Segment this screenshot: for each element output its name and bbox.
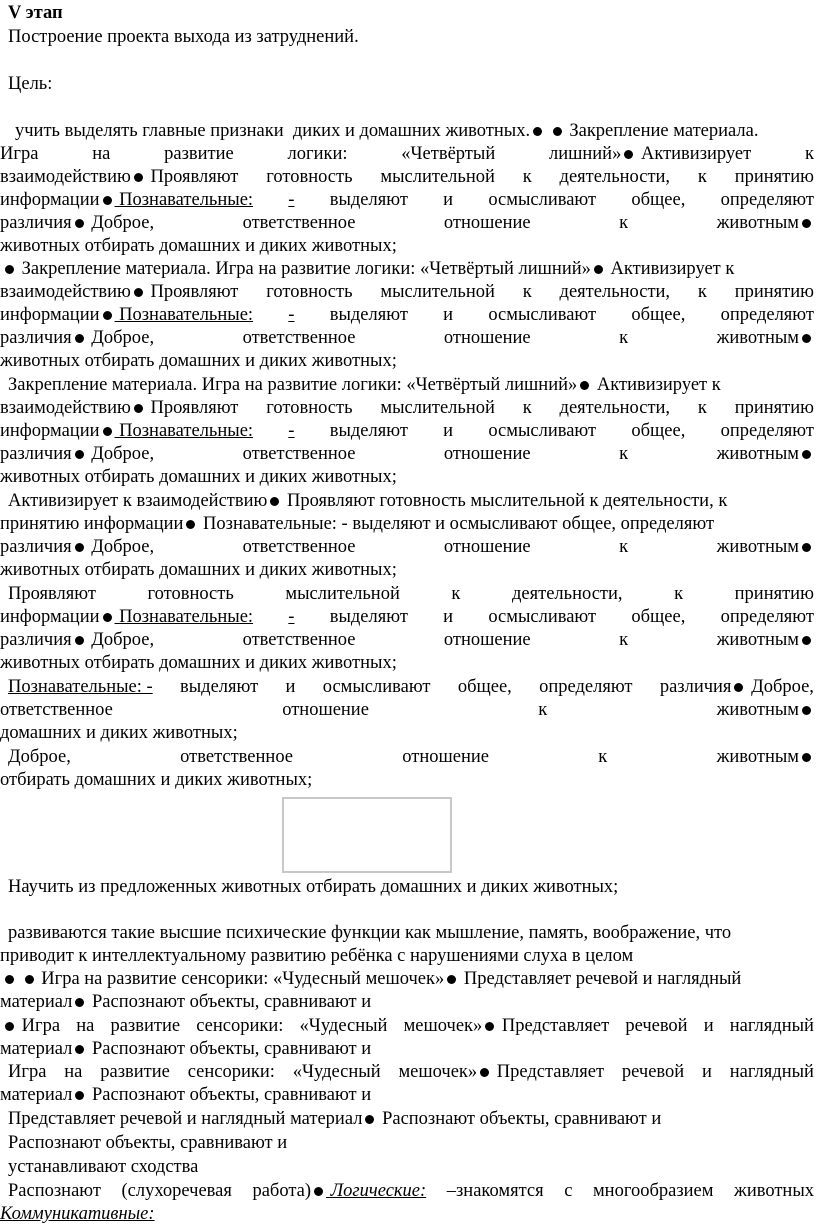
text-line: различия Доброе, ответственное отношение к животным xyxy=(0,629,814,652)
text-line: материал Распознают объекты, сравнивают и xyxy=(0,1085,372,1105)
bullet-icon xyxy=(75,998,84,1007)
text-line: Представляет речевой и наглядный материал Распознают объекты, сравнивают и xyxy=(8,1109,662,1129)
text-line: Распознают объекты, сравнивают и xyxy=(8,1133,288,1153)
text-line: различия Доброе, ответственное отношение к животным xyxy=(0,212,814,235)
bullet-icon xyxy=(134,288,143,297)
bullet-icon xyxy=(802,706,811,715)
bullet-icon xyxy=(734,683,743,692)
bullet-icon xyxy=(103,311,112,320)
text-line: развиваются такие высшие психические функции как мышление, память, воображение, что xyxy=(8,923,732,943)
bullet-icon xyxy=(533,127,542,136)
text-line: ответственное отношение к животным xyxy=(0,699,814,722)
text-line: взаимодействию Проявляют готовность мыслительной к деятельности, к принятию xyxy=(0,398,814,418)
subtitle-text: Построение проекта выхода из затруднений. xyxy=(8,27,359,47)
text-line: информации Познавательные: - выделяют и осмысливают общее, определяют xyxy=(0,190,814,210)
text-line: домашних и диких животных; xyxy=(0,723,238,743)
bullet-icon xyxy=(134,173,143,182)
bullet-icon xyxy=(5,975,14,984)
stage-heading xyxy=(8,2,816,25)
text-line: информации Познавательные: - выделяют и осмысливают общее, определяют xyxy=(0,607,814,627)
text-line: приводит к интеллектуальному развитию ребёнка с нарушениями слуха в целом xyxy=(0,946,634,966)
image-placeholder xyxy=(282,797,452,873)
bullet-icon xyxy=(802,543,811,552)
text-line: животных отбирать домашних и диких животных; xyxy=(0,236,397,256)
bullet-icon xyxy=(103,427,112,436)
bullet-icon xyxy=(624,150,633,159)
bullet-icon xyxy=(103,613,112,622)
text-line: Игра на развитие сенсорики: «Чудесный мешочек» Представляет речевой и наглядный xyxy=(2,1015,814,1038)
bullet-icon xyxy=(75,219,84,228)
bullet-icon xyxy=(75,636,84,645)
bullet-icon xyxy=(365,1115,374,1124)
text-line: взаимодействию Проявляют готовность мыслительной к деятельности, к принятию xyxy=(0,167,814,187)
text-line: Закрепление материала. Игра на развитие логики: «Четвёртый лишний» Активизирует к xyxy=(8,375,721,395)
bullet-icon xyxy=(802,334,811,343)
text-line: материал Распознают объекты, сравнивают и xyxy=(0,992,372,1012)
bullet-icon xyxy=(802,219,811,228)
text-line: материал Распознают объекты, сравнивают и xyxy=(0,1039,372,1059)
text-line: информации Познавательные: - выделяют и осмысливают общее, определяют xyxy=(0,305,814,325)
text-line: Распознают (слухоречевая работа) Логические: –знакомятся с многообразием животных xyxy=(8,1181,814,1201)
text-line: учить выделять главные признаки диких и домашних животных. Закрепление материала. xyxy=(15,121,759,141)
bullet-icon xyxy=(480,1068,489,1077)
bullet-icon xyxy=(270,497,279,506)
bullet-icon xyxy=(594,265,603,274)
text-line: Игра на развитие сенсорики: «Чудесный мешочек» Представляет речевой и наглядный xyxy=(8,1062,814,1082)
bullet-icon xyxy=(485,1022,494,1031)
bullet-icon xyxy=(75,543,84,552)
text-line: Познавательные: - выделяют и осмысливают общее, определяют различия Доброе, xyxy=(8,677,814,697)
bullet-icon xyxy=(186,520,195,529)
bullet-icon xyxy=(134,404,143,413)
text-line: принятию информации Познавательные: - выделяют и осмысливают общее, определяют xyxy=(0,514,715,534)
text-line: животных отбирать домашних и диких животных; xyxy=(0,351,397,371)
text-line: различия Доброе, ответственное отношение к животным xyxy=(0,327,814,350)
text-line: Научить из предложенных животных отбирать домашних и диких животных; xyxy=(8,877,619,897)
bullet-icon xyxy=(580,381,589,390)
bullet-icon xyxy=(802,636,811,645)
bullet-icon xyxy=(75,450,84,459)
text-line: различия Доброе, ответственное отношение к животным xyxy=(0,536,814,559)
text-line: различия Доброе, ответственное отношение к животным xyxy=(0,443,814,466)
text-line: Закрепление материала. Игра на развитие логики: «Четвёртый лишний» Активизирует к xyxy=(2,258,816,281)
text-line: Проявляют готовность мыслительной к деятельности, к принятию xyxy=(8,584,814,604)
bullet-icon xyxy=(802,450,811,459)
goal-label-text: Цель: xyxy=(8,74,53,94)
bullet-icon xyxy=(103,196,112,205)
bullet-icon xyxy=(5,1022,14,1031)
text-line: информации Познавательные: - выделяют и осмысливают общее, определяют xyxy=(0,421,814,441)
bullet-icon xyxy=(553,127,562,136)
text-line: устанавливают сходства xyxy=(8,1157,199,1177)
bullet-icon xyxy=(314,1187,323,1196)
goal-label xyxy=(8,73,816,96)
stage-subtitle xyxy=(8,26,816,49)
text-line: Игра на развитие сенсорики: «Чудесный мешочек» Представляет речевой и наглядный xyxy=(2,968,816,991)
heading-text: V этап xyxy=(8,3,63,23)
bullet-icon xyxy=(802,753,811,762)
text-line: животных отбирать домашних и диких животных; xyxy=(0,467,397,487)
bullet-icon xyxy=(75,1045,84,1054)
text-line: животных отбирать домашних и диких животных; xyxy=(0,560,397,580)
text-line: Доброе, ответственное отношение к животным xyxy=(8,746,814,769)
text-line: Активизирует к взаимодействию Проявляют готовность мыслительной к деятельности, к xyxy=(8,491,728,511)
text-line: Коммуникативные: xyxy=(0,1204,155,1224)
text-line: животных отбирать домашних и диких животных; xyxy=(0,653,397,673)
bullet-icon xyxy=(447,975,456,984)
bullet-icon xyxy=(25,975,34,984)
text-line: взаимодействию Проявляют готовность мыслительной к деятельности, к принятию xyxy=(0,282,814,302)
bullet-icon xyxy=(75,1091,84,1100)
text-line: отбирать домашних и диких животных; xyxy=(0,770,313,790)
bullet-icon xyxy=(75,334,84,343)
bullet-icon xyxy=(5,265,14,274)
text-line: Игра на развитие логики: «Четвёртый лишний» Активизирует к xyxy=(0,144,814,164)
